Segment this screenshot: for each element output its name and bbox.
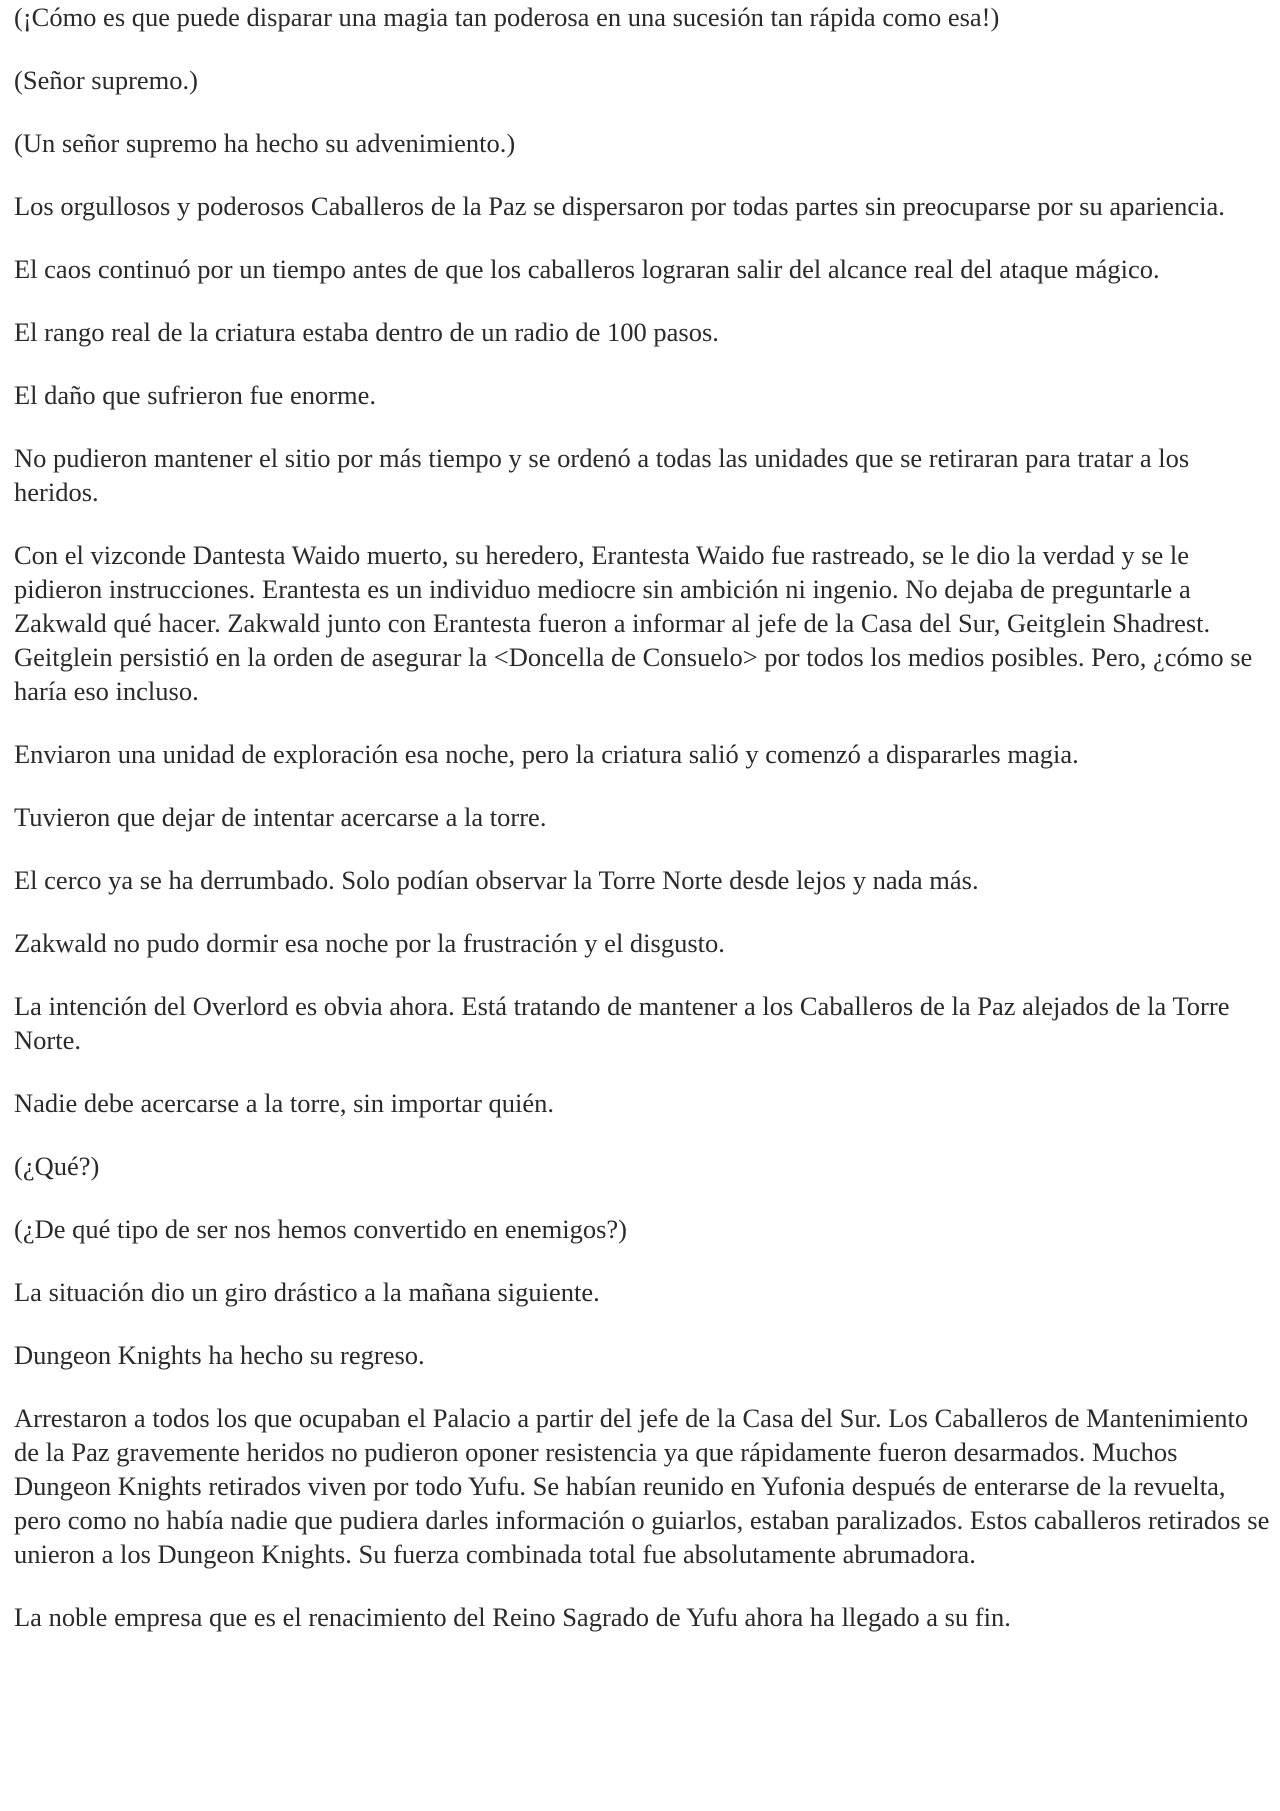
- paragraph: (¡Cómo es que puede disparar una magia tan poderosa en una sucesión tan rápida como esa!): [14, 2, 1000, 32]
- paragraph: El daño que sufrieron fue enorme.: [14, 380, 377, 410]
- paragraph: Enviaron una unidad de exploración esa noche, pero la criatura salió y comenzó a dispararles magia.: [14, 739, 1079, 769]
- paragraph: Los orgullosos y poderosos Caballeros de la Paz se dispersaron por todas partes sin preocuparse por su apariencia.: [14, 191, 1225, 221]
- paragraph: (Señor supremo.): [14, 65, 198, 95]
- paragraph: Arrestaron a todos los que ocupaban el Palacio a partir del jefe de la Casa del Sur. Los Caballeros de Mantenimiento de la Paz gravemente heridos no pudieron oponer resistencia ya que rápidamente fueron desarmados. Muchos Dungeon Knights retirados viven por todo Yufu. Se habían reunido en Yufonia después de enterarse de la revuelta, pero como no había nadie que pudiera darles información o guiarlos, estaban paralizados. Estos caballeros retirados se unieron a los Dungeon Knights. Su fuerza combinada total fue absolutamente abrumadora.: [14, 1403, 1270, 1569]
- paragraph: (¿Qué?): [14, 1151, 100, 1181]
- paragraph: La noble empresa que es el renacimiento del Reino Sagrado de Yufu ahora ha llegado a su fin.: [14, 1602, 1011, 1632]
- document-body: [14, 0, 1270, 1663]
- paragraph: La situación dio un giro drástico a la mañana siguiente.: [14, 1277, 600, 1307]
- paragraph: Tuvieron que dejar de intentar acercarse a la torre.: [14, 802, 547, 832]
- paragraph: El cerco ya se ha derrumbado. Solo podían observar la Torre Norte desde lejos y nada más.: [14, 865, 979, 895]
- paragraph: El caos continuó por un tiempo antes de que los caballeros lograran salir del alcance real del ataque mágico.: [14, 254, 1160, 284]
- paragraph: Zakwald no pudo dormir esa noche por la frustración y el disgusto.: [14, 928, 725, 958]
- paragraph: Dungeon Knights ha hecho su regreso.: [14, 1340, 425, 1370]
- paragraph: (Un señor supremo ha hecho su advenimiento.): [14, 128, 516, 158]
- paragraph: El rango real de la criatura estaba dentro de un radio de 100 pasos.: [14, 317, 719, 347]
- paragraph: (¿De qué tipo de ser nos hemos convertido en enemigos?): [14, 1214, 627, 1244]
- paragraph: Nadie debe acercarse a la torre, sin importar quién.: [14, 1088, 555, 1118]
- paragraph: La intención del Overlord es obvia ahora. Está tratando de mantener a los Caballeros de la Paz alejados de la Torre Norte.: [14, 991, 1230, 1055]
- paragraph: No pudieron mantener el sitio por más tiempo y se ordenó a todas las unidades que se retiraran para tratar a los heridos.: [14, 443, 1190, 507]
- paragraph: Con el vizconde Dantesta Waido muerto, su heredero, Erantesta Waido fue rastreado, se le dio la verdad y se le pidieron instrucciones. Erantesta es un individuo mediocre sin ambición ni ingenio. No dejaba de preguntarle a Zakwald qué hacer. Zakwald junto con Erantesta fueron a informar al jefe de la Casa del Sur, Geitglein Shadrest. Geitglein persistió en la orden de asegurar la <Doncella de Consuelo> por todos los medios posibles. Pero, ¿cómo se haría eso incluso.: [14, 540, 1253, 706]
